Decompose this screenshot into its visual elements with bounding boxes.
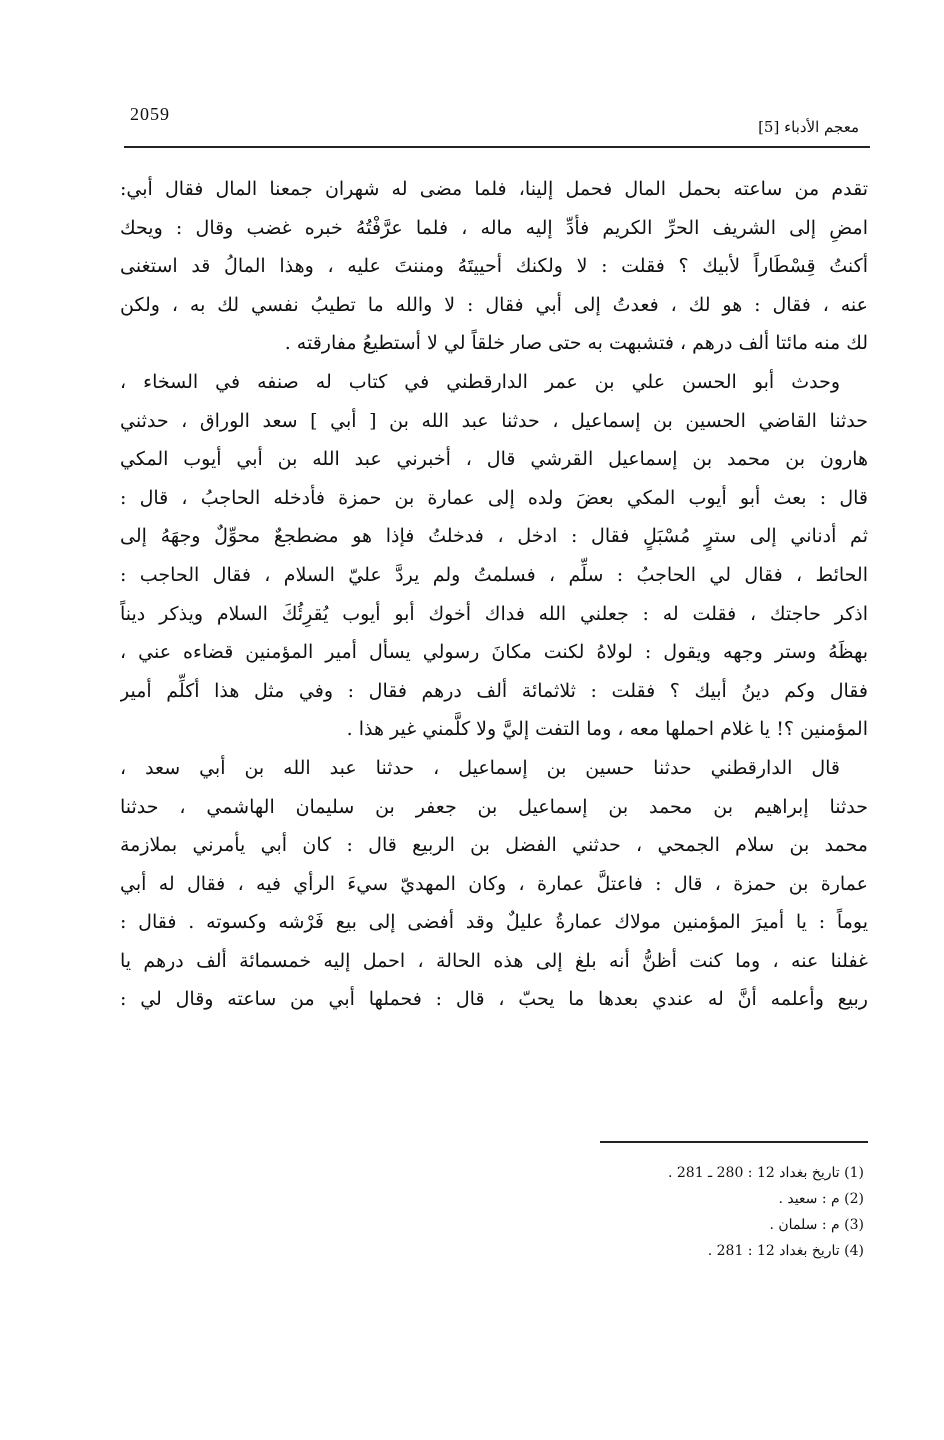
page-number: 2059 xyxy=(130,104,170,124)
text-line: غفلنا عنه ، وما كنت أظنُّ أنه بلغ إلى هذه الحالة ، احمل إليه خمسمائة ألف درهم يا xyxy=(120,949,868,972)
text-line: قال الدارقطني حدثنا حسين بن إسماعيل ، حدثنا عبد الله بن أبي سعد ، xyxy=(120,756,840,779)
text-line-with-note xyxy=(120,749,868,788)
running-title: معجم الأدباء [5] xyxy=(758,118,859,136)
text-line: ربيع وأعلمه أنَّ له عندي بعدها ما يحبّ ، قال : فحملها أبي من ساعته وقال لي : xyxy=(120,988,868,1011)
footnote-2: (2) م : سعيد . xyxy=(778,1191,864,1207)
text-line: وحدث أبو الحسن علي بن عمر الدارقطني في كتاب له صنفه في السخاء ، xyxy=(120,370,840,393)
text-line: قال : بعث أبو أيوب المكي بعضَ ولده إلى عمارة بن حمزة فأدخله الحاجبُ ، قال : xyxy=(120,486,868,509)
text-line: عنه ، فقال : هو لك ، فعدتُ إلى أبي فقال : لا والله ما تطيبُ نفسي لك به ، ولكن xyxy=(120,293,868,316)
body-text xyxy=(120,170,868,1019)
text-line: فقال وكم دينُ أبيك ؟ فقلت : ثلاثمائة ألف درهم فقال : وفي مثل هذا أكلِّم أمير xyxy=(120,679,868,702)
text-line: ثم أدناني إلى سترٍ مُسْبَلٍ فقال : ادخل ، فدخلتُ فإذا هو مضطجعٌ محوِّلٌ وجهَهُ إلى xyxy=(120,525,868,548)
text-line: حدثنا القاضي الحسين بن إسماعيل ، حدثنا عبد الله بن [ أبي ] سعد الوراق ، حدثني xyxy=(120,409,868,432)
text-line: بهظَهُ وستر وجهه ويقول : لولاهُ لكنت مكانَ رسولي يسأل أمير المؤمنين قضاءه عني ، xyxy=(120,641,868,664)
text-line: أكنتُ قِسْطَاراً لأبيك ؟ فقلت : لا ولكنك أحييتَهُ ومننتَ عليه ، وهذا المالُ قد استغنى xyxy=(120,255,868,278)
header-rule xyxy=(124,146,870,148)
text-line: لك منه مائتا ألف درهم ، فتشبهت به حتى صار خلقاً لي لا أستطيعُ مفارقته . xyxy=(284,332,868,355)
text-line: تقدم من ساعته بحمل المال فحمل إلينا، فلما مضى له شهران جمعنا المال فقال أبي: xyxy=(120,178,868,200)
text-line: يوماً : يا أميرَ المؤمنين مولاك عمارةُ عليلٌ وقد أفضى إلى بيع فَرْشه وكسوته . فقال : xyxy=(120,911,868,934)
paragraph-3 xyxy=(120,749,868,1019)
text-line: المؤمنين ؟! يا غلام احملها معه ، وما التفت إليَّ ولا كلَّمني غير هذا . xyxy=(346,718,868,741)
footnotes xyxy=(444,1160,864,1264)
footnote-3: (3) م : سلمان . xyxy=(769,1217,864,1233)
footnote-rule xyxy=(600,1141,868,1143)
text-line: امضِ إلى الشريف الحرِّ الكريم فأدِّ إليه ماله ، فلما عرَّفْتُهُ خبره غضب وقال : ويحك xyxy=(120,216,868,239)
text-line: حدثنا إبراهيم بن محمد بن إسماعيل بن جعفر بن سليمان الهاشمي ، حدثنا xyxy=(120,795,868,818)
text-line: محمد بن سلام الجمحي ، حدثني الفضل بن الربيع قال : كان أبي يأمرني بملازمة xyxy=(120,834,868,857)
paragraph-1 xyxy=(120,170,868,363)
footnote-4: (4) تاريخ بغداد 12 : 281 . xyxy=(707,1243,864,1259)
text-line-with-note xyxy=(120,363,868,402)
footnote-1: (1) تاريخ بغداد 12 : 280 ـ 281 . xyxy=(667,1165,864,1181)
paragraph-2 xyxy=(120,363,868,749)
text-line: اذكر حاجتك ، فقلت له : جعلني الله فداك أخوك أبو أيوب يُقرِئُكَ السلام ويذكر ديناً xyxy=(120,602,868,625)
text-line: هارون بن محمد بن إسماعيل القرشي قال ، أخبرني عبد الله بن أبي أيوب المكي xyxy=(120,448,868,471)
text-line: عمارة بن حمزة ، قال : فاعتلَّ عمارة ، وكان المهديّ سيءَ الرأي فيه ، فقال له أبي xyxy=(120,872,868,895)
text-line: الحائط ، فقال لي الحاجبُ : سلِّم ، فسلمتُ ولم يردَّ عليّ السلام ، فقال الحاجب : xyxy=(120,563,868,586)
